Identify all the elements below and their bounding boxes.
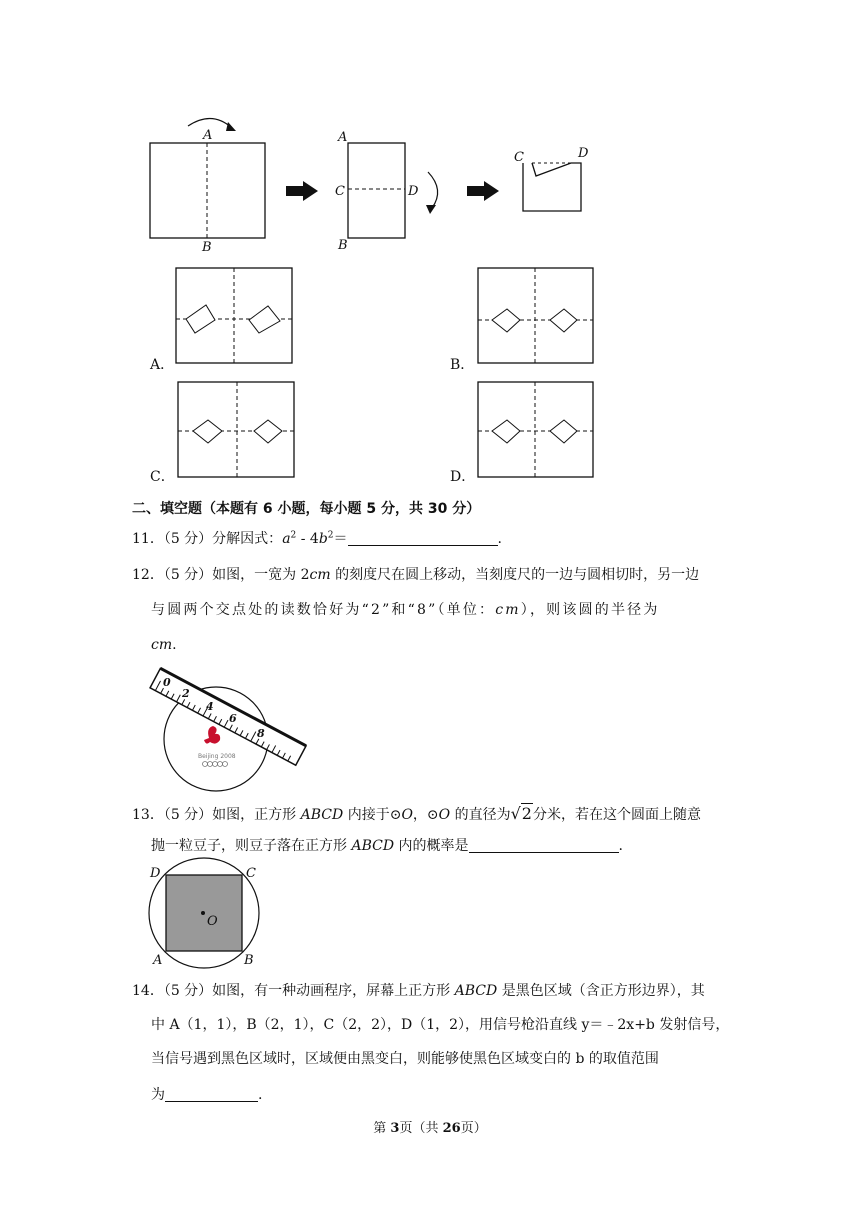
footer-page-number: 3 [390, 1121, 400, 1136]
q13-line2-pre: 抛一粒豆子，则豆子落在正方形 [151, 838, 352, 854]
fig13-label-d: D [150, 866, 161, 881]
q14-line4: 为 [151, 1087, 165, 1103]
q11-sup2: 2 [327, 530, 334, 541]
q12-unit1: cm [309, 567, 331, 583]
q14-answer-blank[interactable] [165, 1087, 258, 1102]
label-c2: C [335, 184, 345, 199]
q14-abcd: ABCD [454, 983, 498, 999]
q12-line2-pre: 与圆两个交点处的读数恰好为“2”和“8”（单位： [151, 602, 496, 618]
ruler-tick-4: 4 [206, 700, 214, 713]
ruler-tick-8: 8 [257, 727, 265, 740]
q11-var-b: b [318, 531, 328, 547]
q11-end: . [497, 531, 502, 547]
question-14-line4 [151, 1087, 262, 1102]
label-a2: A [338, 130, 348, 145]
section-title: 二、填空题（本题有 6 小题，每小题 5 分，共 30 分） [132, 501, 481, 517]
option-c-label[interactable]: C． [150, 469, 175, 485]
q13-mid2: ，⊙ [412, 807, 439, 823]
q13-number: 13． [132, 807, 164, 823]
q14-number: 14． [132, 983, 164, 999]
fig13-label-o: O [207, 914, 218, 929]
footer-pre: 第 [373, 1121, 391, 1136]
label-d3: D [578, 146, 589, 161]
label-c3: C [514, 150, 524, 165]
option-b-label[interactable]: B． [450, 357, 475, 373]
fig13-label-b: B [244, 953, 254, 968]
q14-end: . [258, 1087, 263, 1103]
question-14-line2: 中 A（1，1），B（2，1），C（2，2），D（1，2），用信号枪沿直线 y＝﹣2x+b 发射信号， [151, 1017, 730, 1033]
ruler-tick-0: 0 [163, 676, 171, 689]
fig13-label-c: C [246, 866, 256, 881]
q13-sqrt-value: 2 [521, 804, 532, 823]
q13-line2-post: 内的概率是 [394, 838, 469, 854]
q13-o1: O [401, 807, 413, 823]
q13-end: . [618, 838, 623, 854]
q14-line1: （5 分）如图，有一种动画程序，屏幕上正方形 [163, 983, 455, 999]
option-d-label[interactable]: D． [450, 469, 476, 485]
q11-sup1: 2 [290, 530, 297, 541]
q11-number: 11． [132, 531, 164, 547]
label-d2: D [408, 184, 419, 199]
q12-end: . [172, 637, 177, 653]
q13-pre: （5 分）如图，正方形 [163, 807, 301, 823]
fig13-label-a: A [153, 953, 163, 968]
q12-line1-post: 的刻度尺在圆上移动，当刻度尺的一边与圆相切时，另一边 [330, 567, 700, 583]
q12-number: 12． [132, 567, 164, 583]
q13-abcd: ABCD [300, 807, 344, 823]
question-14-line1 [132, 984, 705, 998]
ruler-tick-2: 2 [182, 687, 190, 700]
q13-mid3: 的直径为 [450, 807, 511, 823]
q13-line2-abcd: ABCD [351, 838, 395, 854]
footer-post: 页） [460, 1121, 487, 1136]
q13-mid: 内接于⊙ [343, 807, 402, 823]
q14-line1-post: 是黑色区域（含正方形边界），其 [497, 983, 705, 999]
option-a-label[interactable]: A． [150, 357, 175, 373]
q11-minus: - 4 [296, 531, 319, 547]
footer-total-pages: 26 [442, 1121, 461, 1136]
question-14-line3: 当信号遇到黑色区域时，区域便由黑变白，则能够使黑色区域变白的 b 的取值范围 [151, 1051, 659, 1067]
q13-post: 分米，若在这个圆面上随意 [532, 807, 701, 823]
olympic-logo-text: Beijing 2008 [198, 753, 236, 760]
q12-line2-post: ），则该圆的半径为 [520, 602, 660, 618]
q11-var-a: a [282, 531, 291, 547]
ruler-tick-6: 6 [229, 712, 237, 725]
q11-eq: ＝ [333, 531, 348, 547]
q12-unit2: cm [495, 602, 521, 618]
q12-line1-pre: （5 分）如图，一宽为 2 [163, 567, 310, 583]
q13-o2: O [438, 807, 451, 823]
q12-unit3: cm [151, 637, 173, 653]
label-b2: B [338, 238, 348, 253]
q11-text: （5 分）分解因式： [163, 531, 283, 547]
question-13-line1: 13．（5 分）如图，正方形 ABCD 内接于⊙O，⊙O 的直径为√2分米，若在这个圆面上随意 [132, 804, 701, 823]
label-b1: B [202, 240, 212, 255]
label-a1: A [203, 128, 213, 143]
footer-mid: 页（共 [399, 1121, 443, 1136]
page-footer [0, 1117, 860, 1136]
